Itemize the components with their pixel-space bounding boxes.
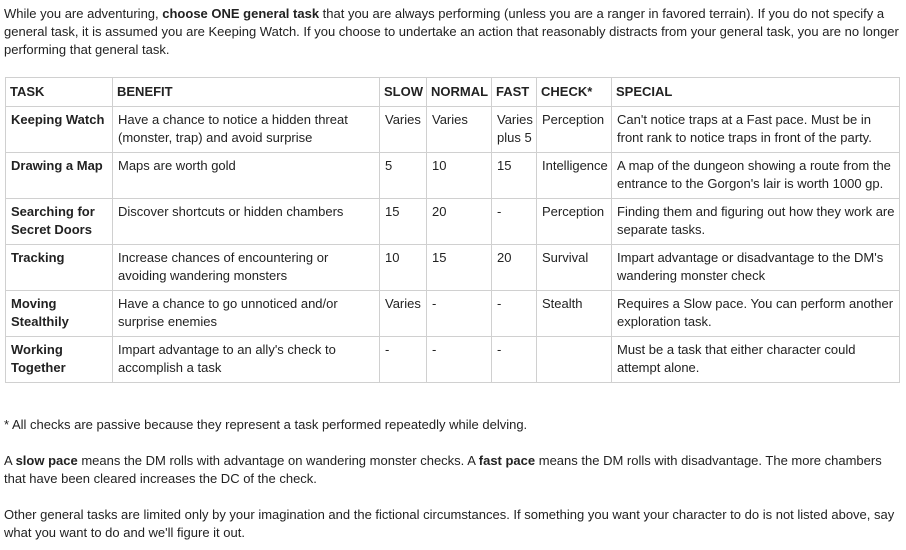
pace-text-1: A — [4, 453, 16, 468]
cell-special: Requires a Slow pace. You can perform another exploration task. — [612, 291, 900, 337]
cell-normal: 15 — [427, 245, 492, 291]
cell-normal: 20 — [427, 199, 492, 245]
cell-benefit: Have a chance to go unnoticed and/or surprise enemies — [113, 291, 380, 337]
table-row — [6, 199, 900, 245]
cell-benefit: Have a chance to notice a hidden threat (monster, trap) and avoid surprise — [113, 107, 380, 153]
cell-normal: 10 — [427, 153, 492, 199]
header-special: SPECIAL — [612, 78, 900, 107]
slow-pace-term: slow pace — [15, 453, 78, 468]
cell-special: Finding them and figuring out how they work are separate tasks. — [612, 199, 900, 245]
fast-pace-term: fast pace — [478, 453, 536, 468]
cell-task: Keeping Watch — [6, 107, 113, 153]
cell-fast: 15 — [492, 153, 537, 199]
cell-benefit: Maps are worth gold — [113, 153, 380, 199]
table-row — [6, 337, 900, 383]
header-slow: SLOW — [380, 78, 427, 107]
cell-benefit: Impart advantage to an ally's check to accomplish a task — [113, 337, 380, 383]
cell-normal: - — [427, 337, 492, 383]
header-check: CHECK* — [537, 78, 612, 107]
cell-check: Perception — [537, 107, 612, 153]
cell-task: Tracking — [6, 245, 113, 291]
table-row — [6, 107, 900, 153]
cell-fast: 20 — [492, 245, 537, 291]
intro-emphasis: choose ONE general task — [162, 6, 320, 21]
intro-text-start: While you are adventuring, — [4, 6, 163, 21]
cell-special: Can't notice traps at a Fast pace. Must be in front rank to notice traps in front of the party. — [612, 107, 900, 153]
table-header-row — [6, 78, 900, 107]
header-benefit: BENEFIT — [113, 78, 380, 107]
cell-fast: - — [492, 291, 537, 337]
cell-special: Must be a task that either character could attempt alone. — [612, 337, 900, 383]
header-fast: FAST — [492, 78, 537, 107]
cell-slow: - — [380, 337, 427, 383]
header-task: TASK — [6, 78, 113, 107]
table-row — [6, 153, 900, 199]
general-tasks-table — [5, 77, 900, 383]
cell-benefit: Discover shortcuts or hidden chambers — [113, 199, 380, 245]
table-row — [6, 291, 900, 337]
intro-paragraph — [4, 5, 904, 59]
other-tasks-paragraph: Other general tasks are limited only by your imagination and the fictional circumstances. If something you want your character to do is not listed above, say what you want to do and we'll figure it out. — [4, 507, 895, 540]
cell-special: Impart advantage or disadvantage to the DM's wandering monster check — [612, 245, 900, 291]
cell-normal: Varies — [427, 107, 492, 153]
pace-text-3: means the DM rolls with disadvantage. The more chambers that have been cleared increases the DC of the check. — [4, 453, 882, 486]
cell-fast: - — [492, 199, 537, 245]
cell-special: A map of the dungeon showing a route from the entrance to the Gorgon's lair is worth 1000 gp. — [612, 153, 900, 199]
header-normal: NORMAL — [427, 78, 492, 107]
cell-task: Moving Stealthily — [6, 291, 113, 337]
cell-check: Intelligence — [537, 153, 612, 199]
cell-slow: 10 — [380, 245, 427, 291]
cell-check: Perception — [537, 199, 612, 245]
cell-fast: - — [492, 337, 537, 383]
cell-task: Working Together — [6, 337, 113, 383]
table-row — [6, 245, 900, 291]
intro-text-end: that you are always performing (unless you are a ranger in favored terrain). If you do not specify a general task, it is assumed you are Keeping Watch. If you choose to undertake an action that reasonably distracts from your general task, you are no longer performing that general task. — [4, 6, 899, 57]
cell-task: Drawing a Map — [6, 153, 113, 199]
cell-slow: 15 — [380, 199, 427, 245]
cell-check: Stealth — [537, 291, 612, 337]
cell-fast: Varies plus 5 — [492, 107, 537, 153]
cell-normal: - — [427, 291, 492, 337]
footnote: * All checks are passive because they represent a task performed repeatedly while delving. — [4, 417, 528, 432]
cell-task: Searching for Secret Doors — [6, 199, 113, 245]
cell-check: Survival — [537, 245, 612, 291]
cell-benefit: Increase chances of encountering or avoiding wandering monsters — [113, 245, 380, 291]
cell-slow: Varies — [380, 107, 427, 153]
cell-check — [537, 337, 612, 383]
pace-paragraph — [4, 452, 904, 488]
pace-text-2: means the DM rolls with advantage on wandering monster checks. A — [77, 453, 479, 468]
cell-slow: Varies — [380, 291, 427, 337]
cell-slow: 5 — [380, 153, 427, 199]
